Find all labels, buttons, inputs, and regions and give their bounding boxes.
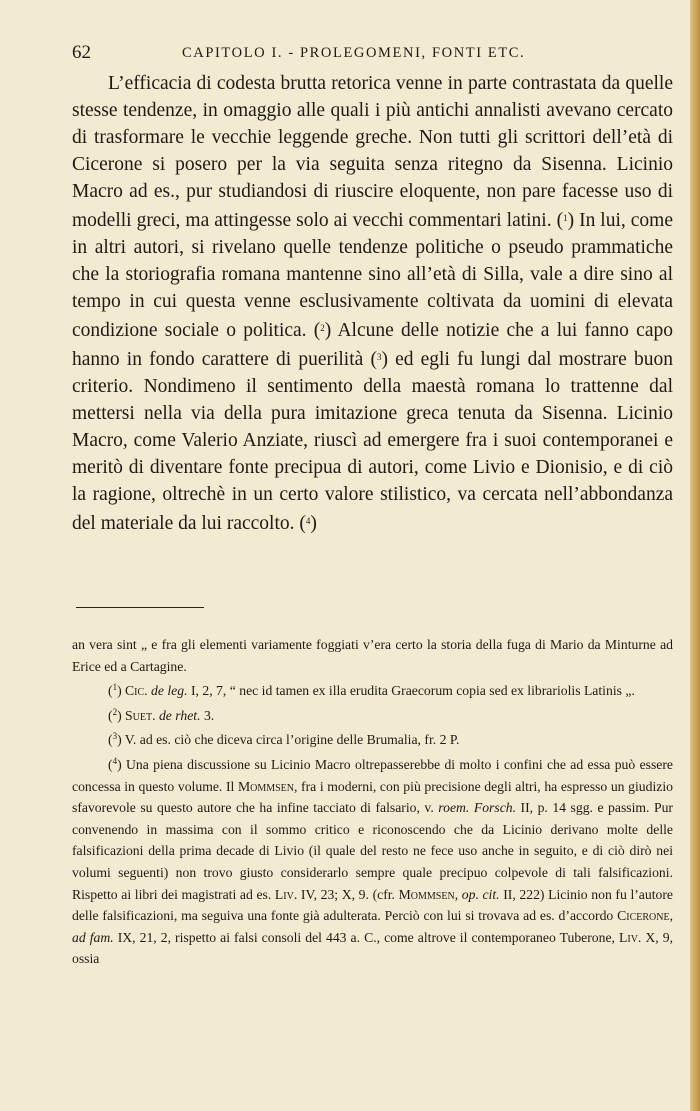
footnote-text: X, 9, ossia — [72, 929, 673, 967]
footnote-ref-2: 2 — [320, 323, 325, 333]
citation-author: Mommsen — [398, 886, 455, 902]
footnote-number: 4 — [112, 755, 118, 766]
citation-work: op. cit. — [461, 886, 500, 902]
footnote-continuation: an vera sint „ e fra gli elementi variamente foggiati v’era certo la storia della fuga di Mario da Minturne ad Erice ed a Cartagine. — [72, 637, 673, 674]
citation-author: Mommsen — [237, 778, 295, 794]
chapter-title: CAPITOLO I. - PROLEGOMENI, FONTI ETC. — [182, 45, 526, 61]
footnote-text: V. ad es. ciò che diceva circa l’origine delle Brumalia, fr. 2 P. — [124, 732, 460, 748]
text-sentence: In lui, come in altri autori, si rivelano quelle tendenze politiche o pseudo prammatiche che la storiografia romana mantenne sino all’età di Silla, vale a dire sino al tempo in cui questa venne esclusivamente coltivata da uomini di elevata condizione sociale o politica. — [72, 210, 673, 341]
footnote-number: 2 — [112, 706, 118, 717]
body-paragraph: L’efficacia di codesta brutta retorica venne in parte contrastata da quelle stesse tendenze, in omaggio alle quali i più antichi annalisti avevano cercato di trasformare le vecchie leggende greche. Non tutti gli scrittori dell’età di Cicerone si posero per la via seguita senza ritegno da Sisenna. Licinio Macro ad es., pur studiandosi di riuscire eloquente, non pare facesse uso di modelli greci, ma attingesse solo ai vecchi commentari latini. ($^1$) In lui, come in altri autori, si rivelano quelle tendenze politiche o pseudo prammatiche che la storiografia romana mantenne sino all’età di Silla, vale a dire sino al tempo in cui questa venne esclusivamente coltivata da uomini di elevata condizione sociale o politica. ($^2$) Alcune delle notizie che a lui fanno capo hanno in fondo carattere di puerilità ($^3$) ed egli fu lungi dal mostrare buon criterio. Nondimeno il sentimento della maestà romana lo trattenne dal mettersi nella via della pura imitazione greca tenuta da Sisenna. Licinio Macro, come Valerio Anziate, riuscì ad emergere fra i suoi contemporanei e meritò di diventare fonte precipua di autori, come Livio e Dionisio, e di ciò la ragione, oltrechè in un certo valore stilistico, va cercata nell’abbondanza del materiale da lui raccolto. ($^4$) — [72, 73, 673, 534]
citation-work: roem. Forsch. — [438, 800, 517, 816]
footnote-text: , — [669, 908, 673, 924]
footnote-number: 1 — [112, 682, 118, 693]
citation-author: Cic. — [125, 683, 148, 699]
footnote-text: I, 2, 7, “ nec id tamen ex illa erudita Graecorum copia sed ex librariolis Latinis „. — [187, 683, 635, 699]
page-edge — [690, 0, 700, 1111]
citation-work: de rhet. — [158, 707, 201, 723]
footnote-text: II, p. 14 sgg. e passim. Pur convenendo in massima con il sommo critico e riconoscendo che da Licinio derivano molte delle falsificazioni della prima decade di Livio (il quale del resto ne fece uso anche in seguito, e di ciò dirò nei volumi seguenti) non trovo giusto considerarlo sempre quale precipuo colpevole di tali falsificazioni. Rispetto ai libri dei magistrati ad es. — [72, 800, 673, 902]
footnote-ref-3: 3 — [376, 352, 382, 362]
footnote-text: IV, 23; X, 9. (cfr. — [297, 886, 399, 902]
footnote-3: ($^3$) V. ad es. ciò che diceva circa l’origine delle Brumalia, fr. 2 P. — [108, 731, 460, 748]
footnote-text: , — [454, 886, 462, 902]
footnote-ref-4: 4 — [305, 516, 311, 526]
citation-work: ad fam. — [72, 929, 114, 945]
citation-author: Liv. — [619, 929, 642, 945]
page-number: 62 — [72, 42, 91, 63]
footnote-1: ($^1$) Cic. de leg. I, 2, 7, “ nec id tamen ex illa erudita Graecorum copia sed ex librariolis Latinis „. — [108, 682, 635, 699]
footnote-text: IX, 21, 2, rispetto ai falsi consoli del 443 a. C., come altrove il contemporaneo Tuberone, — [113, 929, 620, 945]
citation-author: Cicerone — [617, 908, 670, 924]
text-sentence: L’efficacia di codesta brutta retorica venne in parte contrastata da quelle stesse tendenze, in omaggio alle quali i più antichi annalisti avevano cercato di trasformare le vecchie leggende greche. Non tutti gli scrittori dell’età di Cicerone si posero per la via seguita senza ritegno da Sisenna. Licinio Macro ad es., pur studiandosi di riuscire eloquente, non pare facesse uso di modelli greci, ma attingesse solo ai vecchi commentari latini. — [72, 73, 673, 231]
footnote-number: 3 — [112, 731, 118, 742]
text-sentence: ed egli fu lungi dal mostrare buon criterio. Nondimeno il sentimento della maestà romana lo trattenne dal mettersi nella via della pura imitazione greca tenuta da Sisenna. Licinio Macro, come Valerio Anziate, riuscì ad emergere fra i suoi contemporanei e meritò di diventare fonte precipua di autori, come Livio e Dionisio, e di ciò la ragione, oltrechè in un certo valore stilistico, va cercata nell’abbondanza del materiale da lui raccolto. — [72, 349, 673, 534]
footnote-text: , fra i moderni, con più precisione degli altri, ha espresso un giudizio sfavorevole su questo autore che ha infine tacciato di falsario, v. — [72, 778, 673, 816]
footnotes — [72, 634, 673, 970]
footnote-2: ($^2$) Suet. de rhet. 3. — [108, 706, 215, 723]
citation-author: Liv. — [274, 886, 298, 902]
footnote-separator — [76, 607, 204, 608]
citation-work: de leg. — [151, 683, 188, 699]
citation-author: Suet. — [125, 707, 156, 723]
footnote-text: Una piena discussione su Licinio Macro oltrepasserebbe di molto i confini che ad essa può essere concessa in questo volume. Il — [72, 756, 674, 794]
text-sentence: Alcune delle notizie che a lui fanno capo hanno in fondo carattere di puerilità — [72, 320, 673, 370]
footnote-ref-1: 1 — [563, 213, 568, 223]
footnote-4: ($^4$) Una piena discussione su Licinio Macro oltrepasserebbe di molto i confini che ad essa può essere concessa in questo volume. Il Mommsen, fra i moderni, con più precisione degli altri, ha espresso un giudizio sfavorevole su questo autore che ha infine tacciato di falsario, v. roem. Forsch. II, p. 14 sgg. e passim. Pur convenendo in massima con il sommo critico e riconoscendo che da Licinio derivano molte delle falsificazioni della prima decade di Livio (il quale del resto ne fece uso anche in seguito, e di ciò dirò nei volumi seguenti) non trovo giusto considerarlo sempre quale precipuo colpevole di tali falsificazioni. Rispetto ai libri dei magistrati ad es. Liv. IV, 23; X, 9. (cfr. Mommsen, op. cit. II, 222) Licinio non fu l’autore delle falsificazioni, ma seguiva una fonte già adulterata. Perciò con lui si trovava ad es. d’accordo Cicerone, ad fam. IX, 21, 2, rispetto ai falsi consoli del 443 a. C., come altrove il contemporaneo Tuberone, Liv. X, 9, ossia — [72, 755, 674, 967]
footnote-text: II, 222) Licinio non fu l’autore delle falsificazioni, ma seguiva una fonte già adulterata. Perciò con lui si trovava ad es. d’accordo — [72, 886, 674, 924]
running-head — [72, 42, 672, 66]
footnote-text: 3. — [200, 707, 215, 723]
main-text — [72, 70, 673, 537]
